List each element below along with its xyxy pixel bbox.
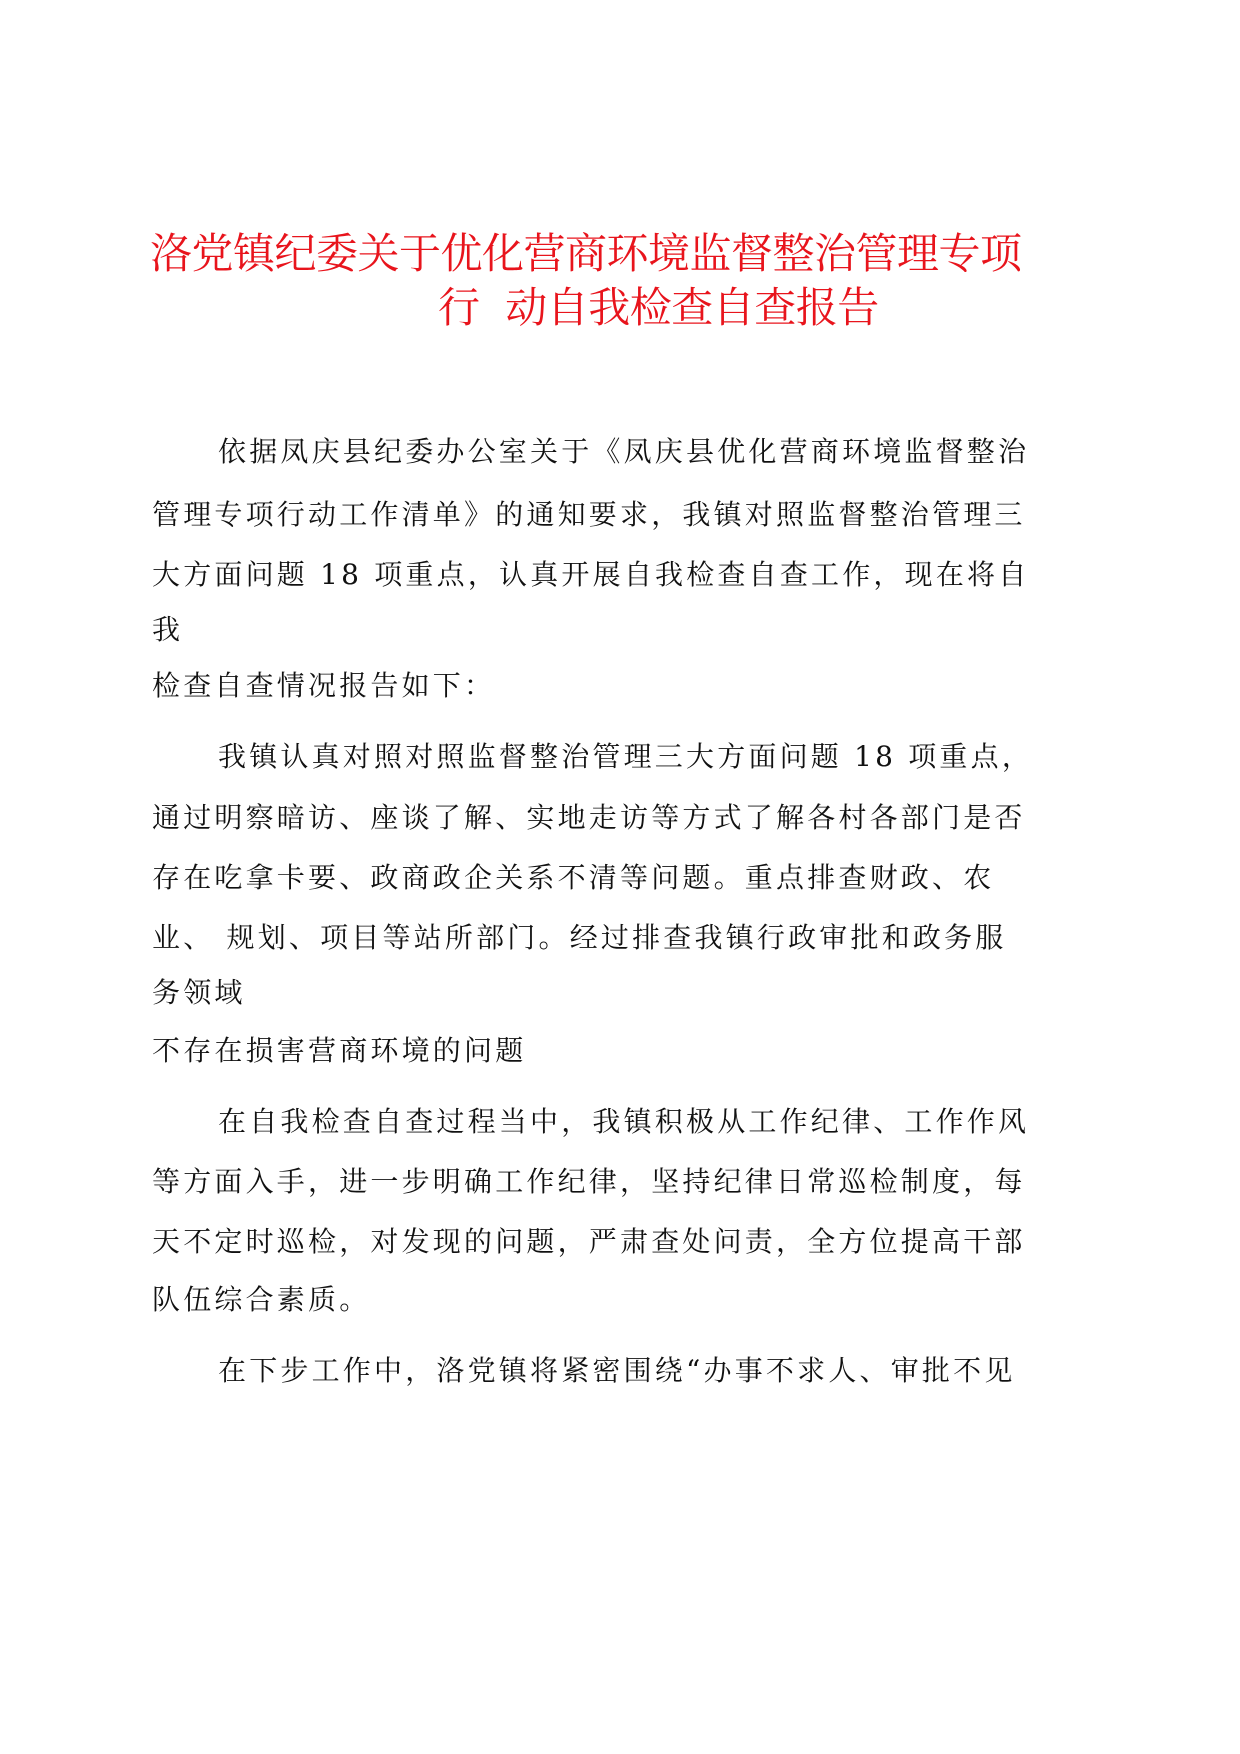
- paragraph-2-line-3: 存在吃拿卡要、政商政企关系不清等问题。重点排查财政、农: [152, 861, 995, 894]
- paragraph-3-line-4: 队伍综合素质。: [152, 1283, 371, 1316]
- paragraph-2-line-4: 业、 规划、项目等站所部门。经过排查我镇行政审批和政务服: [152, 921, 1007, 954]
- paragraph-2-line-6: 不存在损害营商环境的问题: [152, 1034, 527, 1067]
- paragraph-4-line-1: 在下步工作中，洛党镇将紧密围绕“办事不求人、审批不见: [218, 1354, 1016, 1387]
- document-title-line-2: 行 动自我检查自查报告: [438, 283, 879, 332]
- document-title-line-1: 洛党镇纪委关于优化营商环境监督整治管理专项: [150, 229, 1022, 278]
- paragraph-3-line-2: 等方面入手，进一步明确工作纪律，坚持纪律日常巡检制度，每: [152, 1165, 1026, 1198]
- paragraph-1-line-3: 大方面问题 18 项重点，认真开展自我检查自查工作，现在将自: [152, 558, 1030, 591]
- paragraph-1-line-2: 管理专项行动工作清单》的通知要求，我镇对照监督整治管理三: [152, 498, 1026, 531]
- paragraph-1-line-1: 依据凤庆县纪委办公室关于《凤庆县优化营商环境监督整治: [218, 435, 1030, 468]
- paragraph-2-line-5: 务领域: [152, 976, 246, 1009]
- paragraph-3-line-3: 天不定时巡检，对发现的问题，严肃查处问责，全方位提高干部: [152, 1225, 1026, 1258]
- paragraph-3-line-1: 在自我检查自查过程当中，我镇积极从工作纪律、工作作风: [218, 1105, 1030, 1138]
- paragraph-1-line-5: 检查自查情况报告如下：: [152, 669, 496, 702]
- paragraph-1-line-4: 我: [152, 613, 184, 646]
- paragraph-2-line-2: 通过明察暗访、座谈了解、实地走访等方式了解各村各部门是否: [152, 801, 1026, 834]
- paragraph-2-line-1: 我镇认真对照对照监督整治管理三大方面问题 18 项重点，: [218, 740, 1034, 773]
